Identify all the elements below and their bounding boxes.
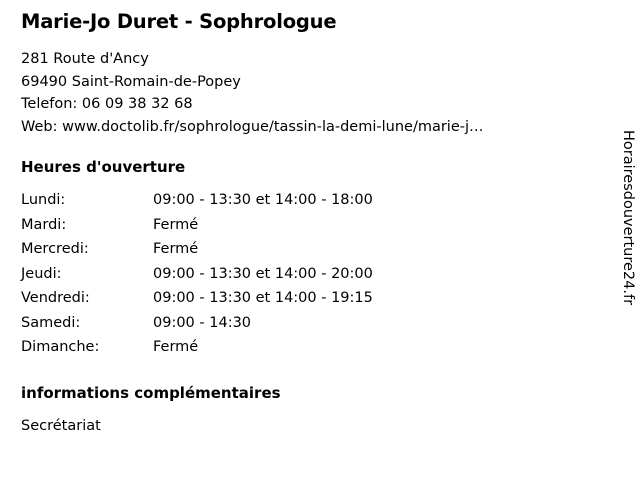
table-row	[21, 190, 373, 215]
opening-hours-table	[21, 190, 373, 362]
day-hours: Fermé	[153, 241, 199, 257]
day-label: Lundi:	[21, 192, 66, 208]
day-hours: 09:00 - 14:30	[153, 314, 252, 331]
day-hours: 09:00 - 13:30 et 14:00 - 20:00	[153, 265, 373, 282]
table-row	[21, 264, 373, 289]
table-row	[21, 313, 373, 338]
phone-line: Telefon: 06 09 38 32 68	[21, 96, 193, 112]
site-watermark: Horairesdouverture24.fr	[620, 130, 636, 306]
address-city: 69490 Saint-Romain-de-Popey	[21, 73, 241, 90]
table-row	[21, 215, 373, 240]
day-label: Mardi:	[21, 216, 67, 233]
day-label: Vendredi:	[21, 290, 90, 306]
day-label: Dimanche:	[21, 339, 100, 355]
additional-information-heading: informations complémentaires	[21, 383, 281, 402]
day-label: Samedi:	[21, 314, 81, 331]
website-line: Web: www.doctolib.fr/sophrologue/tassin-la-demi-lune/marie-j…	[21, 118, 484, 135]
day-label: Mercredi:	[21, 241, 89, 257]
table-row	[21, 239, 373, 264]
day-hours: 09:00 - 13:30 et 14:00 - 18:00	[153, 192, 373, 208]
day-hours: 09:00 - 13:30 et 14:00 - 19:15	[153, 290, 373, 306]
opening-hours-heading: Heures d'ouverture	[21, 158, 186, 176]
table-row	[21, 337, 373, 362]
main-content	[21, 10, 591, 437]
additional-information-text: Secrétariat	[21, 417, 101, 434]
address-block	[21, 48, 591, 138]
table-row	[21, 288, 373, 313]
address-street: 281 Route d'Ancy	[21, 51, 149, 67]
day-hours: Fermé	[153, 339, 199, 355]
day-hours: Fermé	[153, 216, 199, 233]
day-label: Jeudi:	[21, 265, 62, 282]
page-title: Marie-Jo Duret - Sophrologue	[21, 10, 337, 33]
